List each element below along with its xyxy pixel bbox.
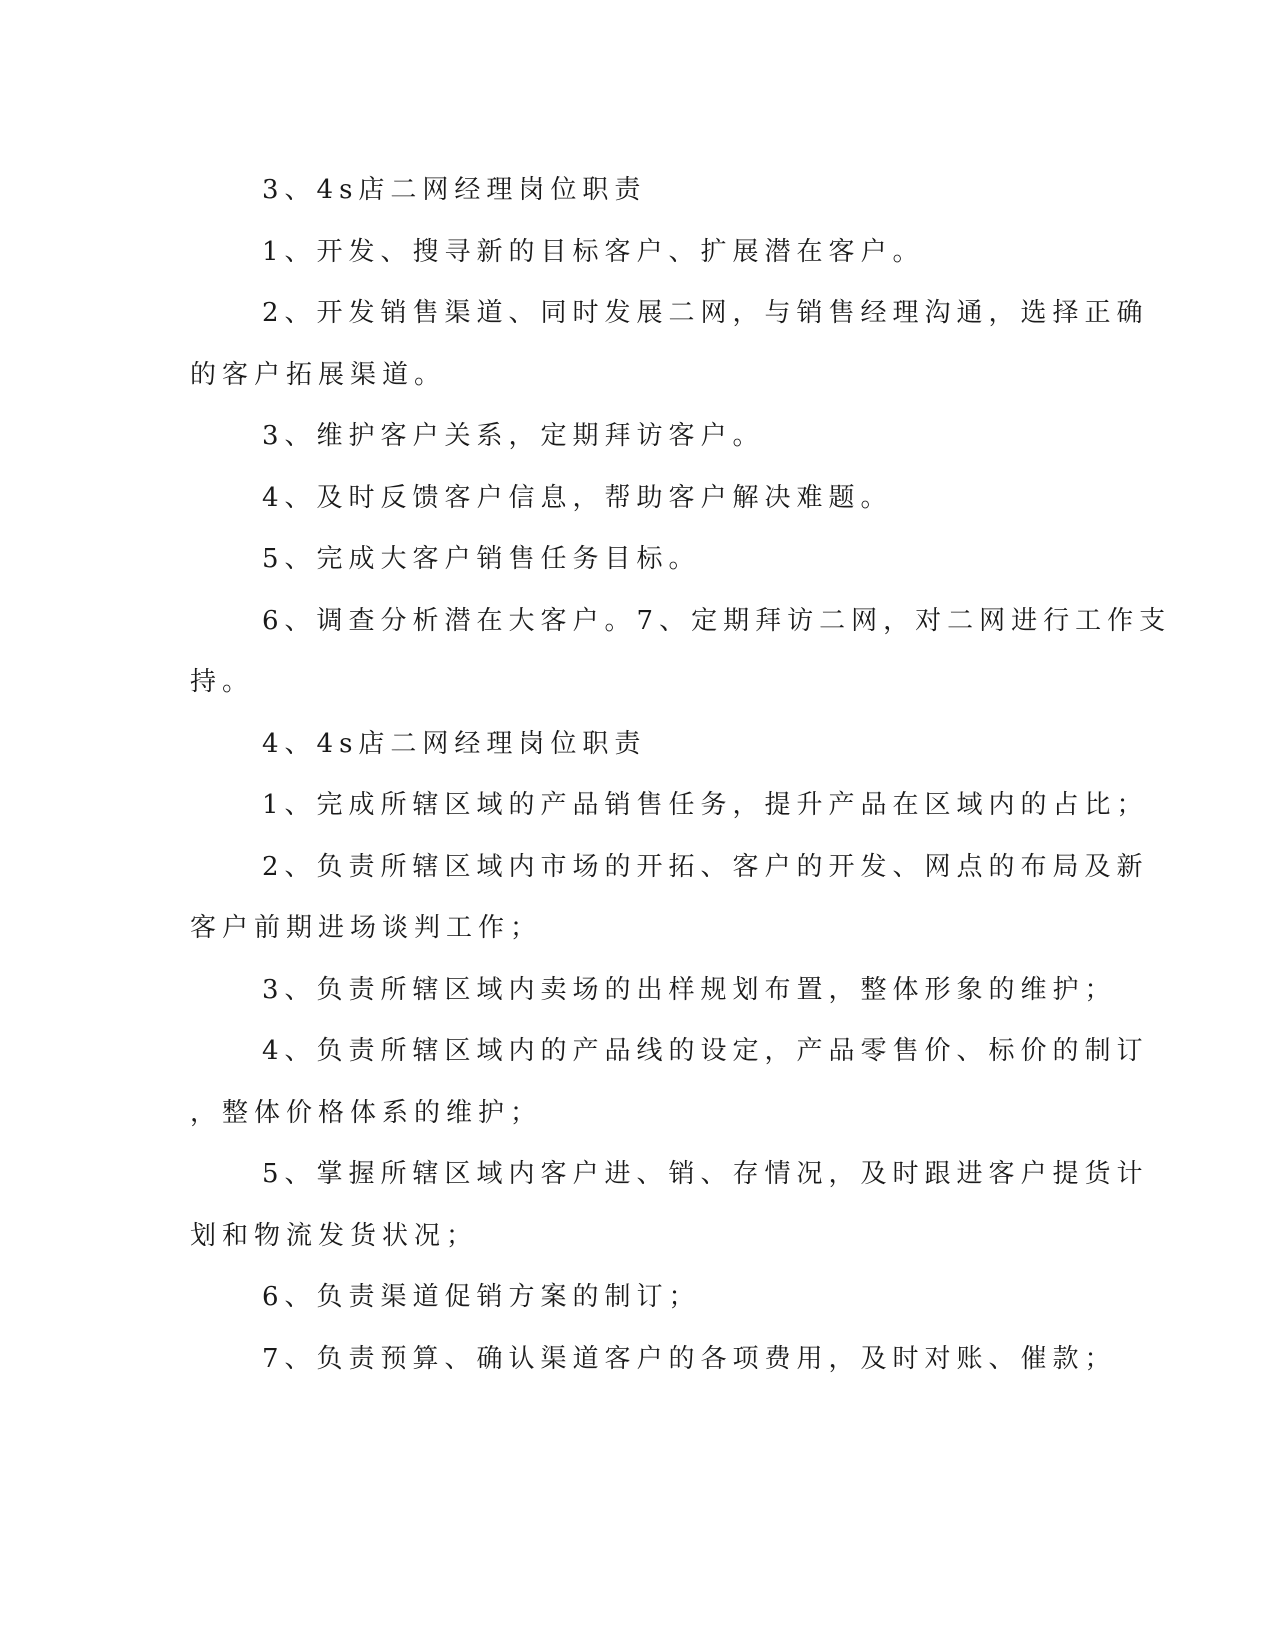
paragraph-line: 4、及时反馈客户信息，帮助客户解决难题。 [262,482,893,513]
document-body [190,160,1172,1390]
paragraph-line: 的客户拓展渠道。 [190,359,447,390]
paragraph-line: 6、调查分析潜在大客户。7、定期拜访二网，对二网进行工作支 [262,605,1172,636]
paragraph-line: 客户前期进场谈判工作； [190,913,543,943]
paragraph-line: 1、完成所辖区域的产品销售任务，提升产品在区域内的占比； [262,790,1149,820]
paragraph-line: 7、负责预算、确认渠道客户的各项费用，及时对账、催款； [262,1343,1117,1374]
paragraph-line: 2、开发销售渠道、同时发展二网，与销售经理沟通，选择正确 [262,298,1149,328]
section-heading: 3、4s店二网经理岗位职责 [262,175,647,205]
paragraph-line: 2、负责所辖区域内市场的开拓、客户的开发、网点的布局及新 [262,851,1149,882]
paragraph-line: 3、维护客户关系，定期拜访客户。 [262,421,765,451]
paragraph-line: 划和物流发货状况； [190,1220,479,1251]
paragraph-line: 5、完成大客户销售任务目标。 [262,544,701,574]
paragraph-line: 1、开发、搜寻新的目标客户、扩展潜在客户。 [262,236,925,267]
paragraph-line: 持。 [190,667,255,697]
paragraph-line: 3、负责所辖区域内卖场的出样规划布置，整体形象的维护； [262,974,1117,1005]
paragraph-line: 4、负责所辖区域内的产品线的设定，产品零售价、标价的制订 [262,1036,1149,1066]
section-heading: 4、4s店二网经理岗位职责 [262,728,647,759]
paragraph-line: ，整体价格体系的维护； [190,1097,543,1128]
paragraph-line: 6、负责渠道促销方案的制订； [262,1282,701,1312]
paragraph-line: 5、掌握所辖区域内客户进、销、存情况，及时跟进客户提货计 [262,1159,1149,1189]
